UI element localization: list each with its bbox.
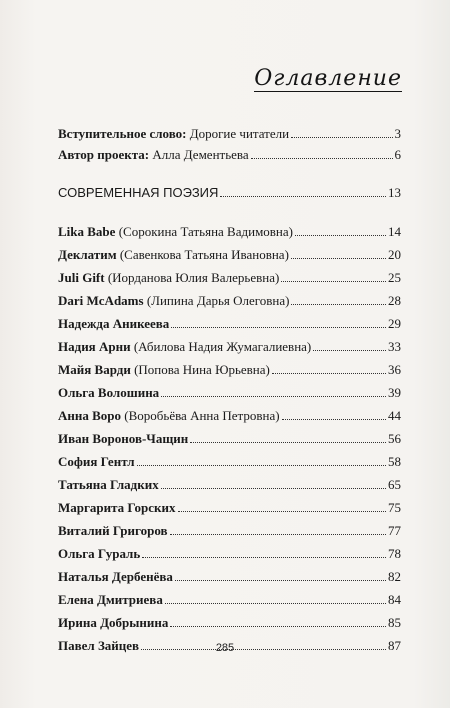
- toc-author-entry: [58, 314, 401, 332]
- leader-dots: [178, 510, 386, 512]
- toc-entry-project-author: [58, 145, 401, 163]
- toc-entry-bold: Автор проекта:: [58, 147, 150, 162]
- toc-author-entry: [58, 406, 401, 424]
- leader-dots: [137, 464, 386, 466]
- toc-page-number: 28: [388, 293, 401, 308]
- author-fullname: (Абилова Надия Жумагалиевна): [130, 339, 312, 354]
- leader-dots: [291, 303, 386, 305]
- author-fullname: (Липина Дарья Олеговна): [143, 293, 290, 308]
- page-number: 285: [215, 642, 235, 654]
- toc-author-entry: [58, 383, 401, 401]
- leader-dots: [281, 280, 386, 282]
- leader-dots: [313, 349, 386, 351]
- toc-author-entry: [58, 590, 401, 608]
- author-name: Ольга Волошина: [58, 385, 160, 400]
- toc-page-number: 56: [388, 431, 401, 446]
- author-name: Juli Gift: [58, 270, 105, 285]
- leader-dots: [170, 625, 386, 627]
- toc-author-entry: [58, 521, 401, 539]
- leader-dots: [251, 157, 393, 159]
- author-fullname: (Попова Нина Юрьевна): [130, 362, 270, 377]
- toc-page-number: 58: [388, 454, 401, 469]
- toc-entry-text: Алла Дементьева: [149, 147, 249, 162]
- author-name: Надежда Аникеева: [58, 316, 170, 331]
- section-label: СОВРЕМЕННАЯ ПОЭЗИЯ: [58, 185, 219, 200]
- author-fullname: (Воробьёва Анна Петровна): [121, 408, 280, 423]
- toc-entry-bold: Вступительное слово:: [58, 126, 187, 141]
- author-name: Татьяна Гладких: [58, 477, 159, 492]
- toc-author-entry: [58, 567, 401, 585]
- toc-author-entry: [58, 337, 401, 355]
- toc-author-entry: [58, 291, 401, 309]
- toc-page-number: 44: [388, 408, 401, 423]
- author-name: Виталий Григоров: [58, 523, 168, 538]
- author-name: Маргарита Горских: [58, 500, 176, 515]
- toc-page-number: 39: [388, 385, 401, 400]
- author-fullname: (Сорокина Татьяна Вадимовна): [115, 224, 293, 239]
- author-name: Деклатим: [58, 247, 117, 262]
- leader-dots: [190, 441, 386, 443]
- leader-dots: [175, 579, 386, 581]
- toc-author-entry: [58, 429, 401, 447]
- author-name: Lika Babe: [58, 224, 116, 239]
- toc-page-number: 6: [394, 147, 401, 162]
- leader-dots: [161, 395, 386, 397]
- toc-page-number: 14: [388, 224, 401, 239]
- author-name: Надия Арни: [58, 339, 131, 354]
- author-name: Павел Зайцев: [58, 638, 140, 653]
- toc-section-heading: [58, 183, 401, 201]
- toc-author-entry: [58, 268, 401, 286]
- toc-page-number: 75: [388, 500, 401, 515]
- leader-dots: [295, 234, 386, 236]
- toc-entry-text: Дорогие читатели: [186, 126, 290, 141]
- author-name: Иван Воронов-Чащин: [58, 431, 189, 446]
- toc-page-number: 77: [388, 523, 401, 538]
- toc-author-entry: [58, 452, 401, 470]
- leader-dots: [220, 195, 386, 197]
- toc-page-number: 20: [388, 247, 401, 262]
- leader-dots: [291, 257, 386, 259]
- author-name: Наталья Дербенёва: [58, 569, 173, 584]
- author-name: Анна Воро: [58, 408, 122, 423]
- leader-dots: [291, 136, 392, 138]
- author-name: Dari McAdams: [58, 293, 144, 308]
- toc-heading: Оглавление: [254, 66, 402, 91]
- leader-dots: [272, 372, 386, 374]
- toc-page-number: 85: [388, 615, 401, 630]
- toc-page-number: 65: [388, 477, 401, 492]
- toc-page-number: 84: [388, 592, 401, 607]
- toc-author-entry: [58, 475, 401, 493]
- author-fullname: (Иорданова Юлия Валерьевна): [104, 270, 280, 285]
- toc-page-number: 36: [388, 362, 401, 377]
- toc-entry-intro: [58, 124, 401, 142]
- toc-author-entry: [58, 613, 401, 631]
- leader-dots: [142, 556, 386, 558]
- toc-author-entry: [58, 544, 401, 562]
- author-name: Ирина Добрынина: [58, 615, 169, 630]
- leader-dots: [282, 418, 386, 420]
- toc-page-number: 82: [388, 569, 401, 584]
- toc-page-number: 33: [388, 339, 401, 354]
- leader-dots: [161, 487, 386, 489]
- toc-page-number: 78: [388, 546, 401, 561]
- author-name: Ольга Гураль: [58, 546, 141, 561]
- toc-page-number: 13: [388, 185, 401, 200]
- author-name: Майя Варди: [58, 362, 131, 377]
- author-name: Елена Дмитриева: [58, 592, 163, 607]
- toc-page-number: 29: [388, 316, 401, 331]
- toc-page-number: 25: [388, 270, 401, 285]
- toc-page-number: 3: [394, 126, 401, 141]
- toc-author-entry: [58, 245, 401, 263]
- leader-dots: [170, 533, 386, 535]
- toc-author-entry: [58, 360, 401, 378]
- toc-author-entry: [58, 498, 401, 516]
- toc-page-number: 87: [388, 638, 401, 653]
- author-name: София Гентл: [58, 454, 135, 469]
- leader-dots: [165, 602, 386, 604]
- leader-dots: [171, 326, 386, 328]
- author-fullname: (Савенкова Татьяна Ивановна): [116, 247, 289, 262]
- toc-author-entry: [58, 222, 401, 240]
